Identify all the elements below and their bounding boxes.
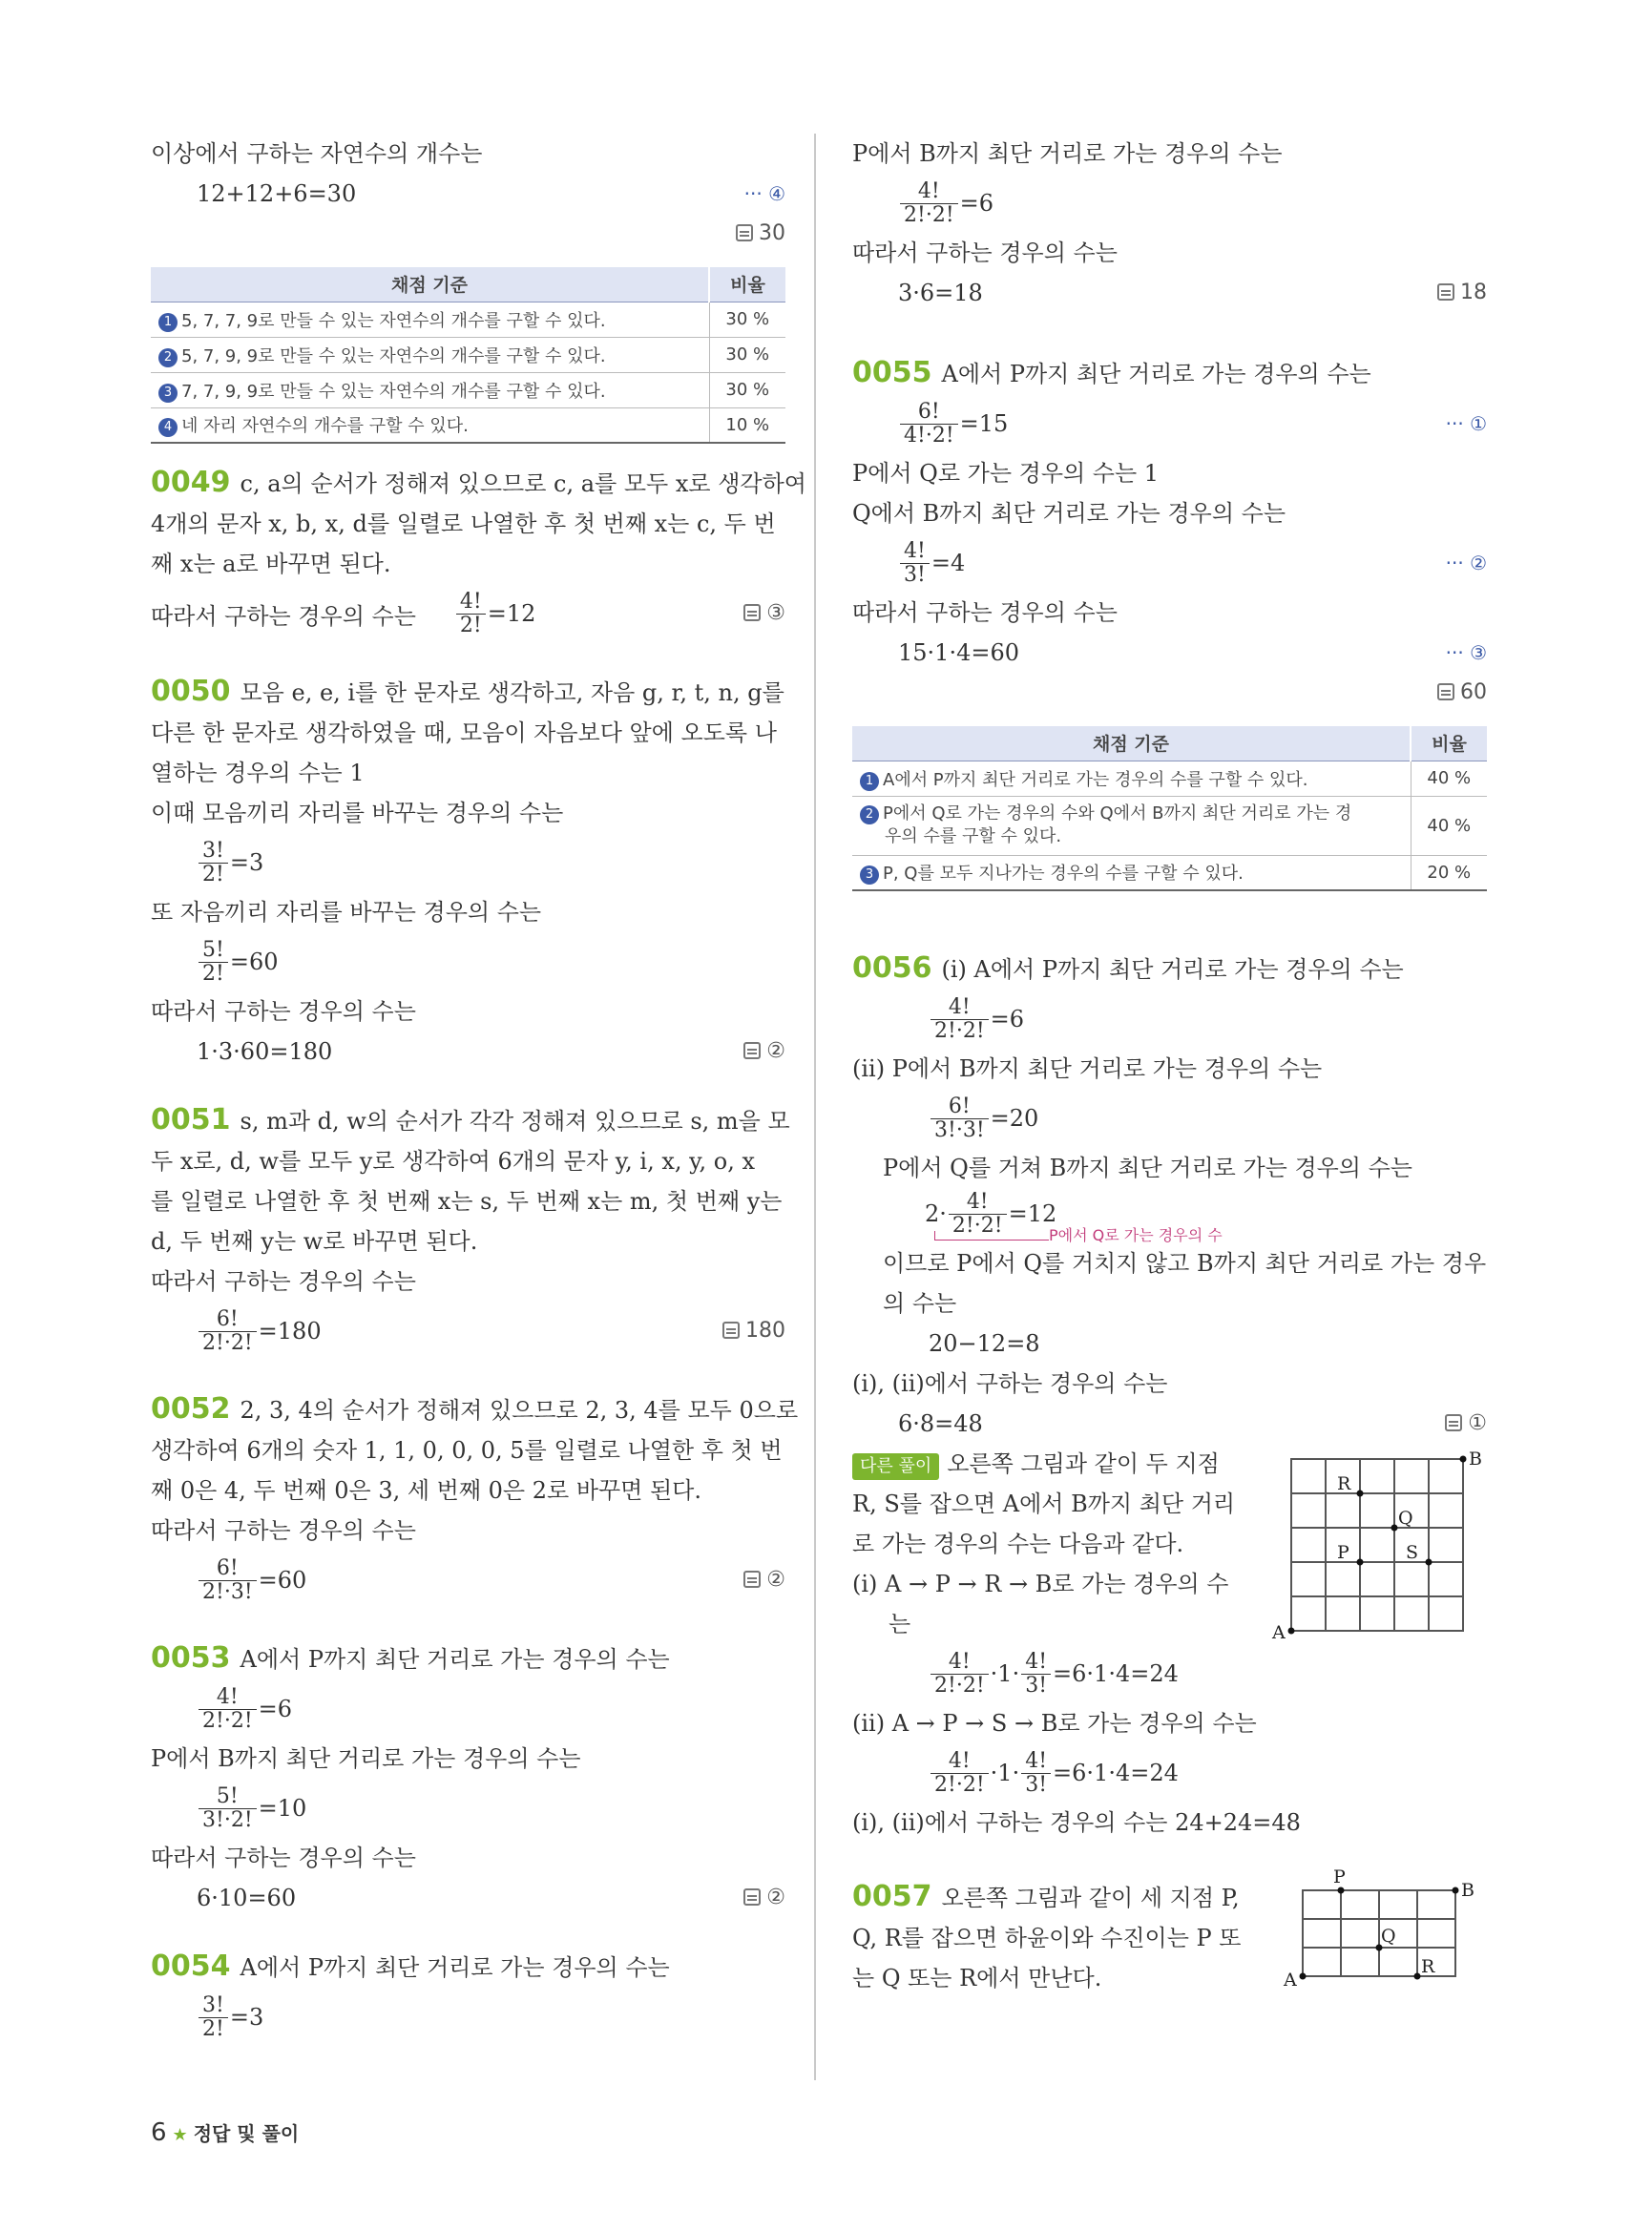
problem-0055: 0055 A에서 P까지 최단 거리로 가는 경우의 수는 $\frac{6!}{4!\cdot 2!}$ =15 ··· ① P에서 Q로 가는 경우의 수는 1 Q에서 B까지 최단 거리로 가는 경우의 수는 $\frac{4!}{3!}$ =4 ··· ② 따라서 구하는 경우의 수는 15·1·4=60 ··· ③ 60 [852,356,1487,704]
answer-icon [1437,683,1454,700]
grid-label-a: A [1272,1622,1286,1643]
answer: 30 [736,214,785,254]
grid-label-r: R [1421,1956,1435,1977]
table-row: 3 P, Q를 모두 지나가는 경우의 수를 구할 수 있다. 20 % [852,855,1487,890]
problem-0057: 0057 오른쪽 그림과 같이 세 지점 P, Q, R를 잡으면 하윤이와 수진이는 P 또 는 Q 또는 R에서 만난다. A B P Q R [852,1866,1474,1991]
grid-label-a: A [1284,1970,1297,1991]
grid-label-q: Q [1398,1508,1413,1529]
answer-icon [743,1571,761,1588]
grid-label-s: S [1406,1542,1419,1563]
grid-label-q: Q [1381,1926,1396,1947]
table-row: 4 네 자리 자연수의 개수를 구할 수 있다. 10 % [151,407,785,443]
step-marker: ··· ④ [743,182,785,205]
alt-solution-tag: 다른 풀이 [852,1453,939,1480]
grid-label-b: B [1461,1880,1474,1901]
text-line: 이상에서 구하는 자연수의 개수는 [151,140,483,167]
answer-icon [743,604,761,621]
page-footer [151,2118,299,2147]
answer-icon [743,1888,761,1906]
table-row: 1 5, 7, 7, 9로 만들 수 있는 자연수의 개수를 구할 수 있다. 30 % [151,302,785,337]
answer-icon [1445,1414,1462,1431]
table-row: 2 P에서 Q로 가는 경우의 수와 Q에서 B까지 최단 거리로 가는 경 우의 수를 구할 수 있다. 40 % [852,796,1487,855]
fraction: $\frac{4!}{2!}$ [456,591,486,637]
problem-0052: 0052 2, 3, 4의 순서가 정해져 있으므로 2, 3, 4를 모두 0으로 생각하여 6개의 숫자 1, 1, 0, 0, 0, 5를 일렬로 나열한 후 첫 번 째 0은 4, 두 번째 0은 3, 세 번째 0은 2로 바꾸면 된다. 따라서 구하는 경우의 수는 $\frac{6!}{2!\cdot 3!}$ =60 ② [151,1392,799,1604]
problem-0056: 0056 (i) A에서 P까지 최단 거리로 가는 경우의 수는 $\frac{4!}{2!\cdot 2!}$ =6 (ii) P에서 B까지 최단 거리로 가는 경우의 수는 $\frac{6!}{3!\cdot 3!}$ =20 P에서 Q를 거쳐 B까지 최단 거리로 가는 경우의 수는 2· $\frac{4!}{2!\cdot 2!}$ =12 P에서 Q로 가는 경우의 수 이므로 P에서 Q를 거치지 않고 B까지 최단 거리로 가는 경우 의 수는 20−12=8 (i), (ii)에서 구하는 경우의 수는 6·8=48 ① 다른 풀이 오른쪽 그림과 같이 두 지점 R, S를 잡으면 A에서 B까지 최단 거리 로 가는 경우의 수는 다음과 같다. (i) A → P → R → B로 가는 경우의 수 는 A B P R Q S $\frac{4!}{2!\cdot 2!}$ ·1· $\frac{4!}{3!}$ =6·1·4=24 (ii) A → P → S → B로 가는 경우의 수는 $\frac{4!}{2!\cdot 2!}$ ·1· $\frac{4!}{3!}$ =6·1·4=24 (i), (ii)에서 구하는 경우의 수는 24+24=48 [852,949,1487,1843]
left-column [151,134,806,2047]
footer-label: 정답 및 풀이 [193,2122,300,2145]
answer-row [151,214,785,254]
grid-diagram-0057 [1282,1866,1474,1993]
problem-0054: 0054 A에서 P까지 최단 거리로 가는 경우의 수는 $\frac{3!}{2!}$ =3 [151,1950,670,2041]
table-row: 1 A에서 P까지 최단 거리로 가는 경우의 수를 구할 수 있다. 40 % [852,761,1487,796]
grid-label-b: B [1469,1449,1482,1470]
answer-icon [743,1042,761,1059]
right-column: P에서 B까지 최단 거리로 가는 경우의 수는 $\frac{4!}{2!\cdot 2!}$ =6 따라서 구하는 경우의 수는 3·6=18 18 0055 A에서 P까지 최단 거리로 가는 경우의 수는 $\frac{6!}{4!\cdot 2!}$ =15 ··· ① P에서 Q로 가는 경우의 수는 1 Q에서 B까지 최단 거리로 가는 경우의 수는 $\frac{4!}{3!}$ =4 ··· ② 따라서 구하는 경우의 수는 15·1·4=60 ··· ③ 60 채점 기준 비율 1 A에서 P까지 최단 거리로 가는 경우의 수를 구할 수 있다. 40 % 2 P에서 Q로 가는 경우의 수와 Q에서 B까지 최단 거리로 가는 경 우의 수를 구할 수 있다. 40 % 3 P, Q를 모두 지나가는 경우의 수를 구할 수 있다. 20 % 0056 (i) A에서 P까지 최단 거리로 가는 경우의 수는 $\frac{4!}{2!\cdot 2!}$ =6 (ii) P에서 B까지 최단 거리로 가는 경우의 수는 $\frac{6!}{3!\cdot 3!}$ =20 P에서 Q를 거쳐 B까지 최단 거리로 가는 경우의 수는 2· $\frac{4!}{2!\cdot 2!}$ =12 P에서 Q로 가는 경우의 수 이므로 P에서 Q를 거치지 않고 B까지 최단 거리로 가는 경우 의 수는 20−12=8 (i), (ii)에서 구하는 경우의 수는 6·8=48 ① 다른 풀이 오른쪽 그림과 같이 두 지점 R, S를 잡으면 A에서 B까지 최단 거리 로 가는 경우의 수는 다음과 같다. (i) A → P → R → B로 가는 경우의 수 는 A B P R Q S $\frac{4!}{2!\cdot 2!}$ ·1· $\frac{4!}{3!}$ =6·1·4=24 (ii) A → P → S → B로 가는 경우의 수는 $\frac{4!}{2!\cdot 2!}$ ·1· $\frac{4!}{3!}$ =6·1·4=24 (i), (ii)에서 구하는 경우의 수는 24+24=48 0057 오른쪽 그림과 같이 세 지점 P, Q, R를 잡으면 하윤이와 수진이는 P 또 는 Q 또는 R에서 만난다. A B P Q R [852,134,1487,1998]
grid-diagram-0056 [1272,1449,1501,1650]
problem-0050: 0050 모음 e, e, i를 한 문자로 생각하고, 자음 g, r, t, n, g를 다른 한 문자로 생각하였을 때, 모음이 자음보다 앞에 오도록 나 열하는 경우의 수는 1 이때 모음끼리 자리를 바꾸는 경우의 수는 $\frac{3!}{2!}$ =3 또 자음끼리 자리를 바꾸는 경우의 수는 $\frac{5!}{2!}$ =60 따라서 구하는 경우의 수는 1·3·60=180 ② [151,675,785,1065]
grid-label-p: P [1337,1542,1349,1563]
page-number: 6 [151,2118,167,2147]
column-divider [814,134,816,2080]
grid-label-r: R [1337,1473,1351,1494]
star-icon: ★ [172,2125,188,2145]
annotation: P에서 Q로 가는 경우의 수 [1049,1226,1223,1244]
grid-label-p: P [1333,1866,1346,1887]
problem-0053: 0053 A에서 P까지 최단 거리로 가는 경우의 수는 $\frac{4!}{2!\cdot 2!}$ =6 P에서 B까지 최단 거리로 가는 경우의 수는 $\frac{5!}{3!\cdot 2!}$ =10 따라서 구하는 경우의 수는 6·10=60 ② [151,1641,785,1911]
table-row: 2 5, 7, 9, 9로 만들 수 있는 자연수의 개수를 구할 수 있다. 30 % [151,337,785,372]
equation-row: 12+12+6=30 ··· ④ [151,174,785,214]
problem-0051: 0051 s, m과 d, w의 순서가 각각 정해져 있으므로 s, m을 모 두 x로, d, w를 모두 y로 생각하여 6개의 문자 y, i, x, y, o, x 를 일렬로 나열한 후 첫 번째 x는 s, 두 번째 x는 m, 첫 번째 y는 d, 두 번째 y는 w로 바꾸면 된다. 따라서 구하는 경우의 수는 $\frac{6!}{2!\cdot 2!}$ =180 180 [151,1103,790,1355]
answer-icon [736,224,753,241]
alternative-solution: 다른 풀이 오른쪽 그림과 같이 두 지점 R, S를 잡으면 A에서 B까지 최단 거리 로 가는 경우의 수는 다음과 같다. (i) A → P → R → B로 가는 경우의 수 는 A B P R Q S [852,1444,1487,1644]
scoring-table-2: 채점 기준 비율 1 A에서 P까지 최단 거리로 가는 경우의 수를 구할 수 있다. 40 % 2 P에서 Q로 가는 경우의 수와 Q에서 B까지 최단 거리로 가는 경 우의 수를 구할 수 있다. 40 % 3 P, Q를 모두 지나가는 경우의 수를 구할 수 있다. 20 % [852,726,1487,891]
answer-icon [722,1322,740,1339]
table-row: 3 7, 7, 9, 9로 만들 수 있는 자연수의 개수를 구할 수 있다. 30 % [151,372,785,407]
scoring-table-1: 채점 기준 비율 1 5, 7, 7, 9로 만들 수 있는 자연수의 개수를 구할 수 있다. 30 % 2 5, 7, 9, 9로 만들 수 있는 자연수의 개수를 구할 수 있다. 30 % 3 7, 7, 9, 9로 만들 수 있는 자연수의 개수를 구할 수 있다. 30 % 4 네 자리 자연수의 개수를 구할 수 있다. 10 % [151,267,785,444]
problem-0049: 0049 c, a의 순서가 정해져 있으므로 c, a를 모두 x로 생각하여 4개의 문자 x, b, x, d를 일렬로 나열한 후 첫 번째 x는 c, 두 번 째 x는 a로 바꾸면 된다. 따라서 구하는 경우의 수는 $\frac{4!}{2!}$ =12 ③ [151,466,806,637]
answer-icon [1437,283,1454,301]
